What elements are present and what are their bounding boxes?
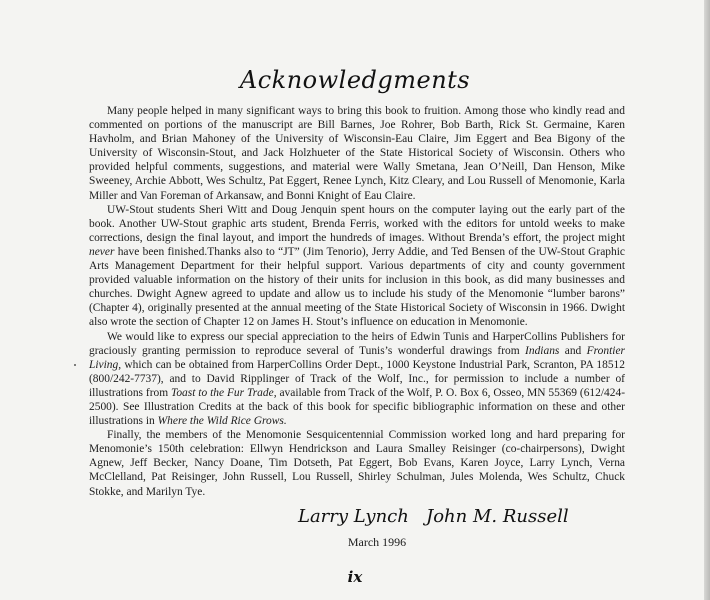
italic-title-text: never [89,245,115,258]
paragraph-1 [89,104,625,203]
paragraph-text: Finally, the members of the Menomonie Sesquicentennial Commission worked long and hard preparing for Menomonie’s 150th celebration: Ellwyn Hendrickson and Laura Smalley Reisinger (co-chairpersons), Dwight Agnew, Jeff Becker, Nancy Doane, Tim Dotseth, Pat Eggert, Bob Evans, Karen Joyce, Larry Lynch, Verna McClelland, Pat Reisinger, John Russell, Lou Russell, Shirley Schulman, Jules Molenda, Wes Schultz, Chuck Stokke, and Marilyn Tye. [89,429,625,498]
italic-title-text: Frontier Living, [89,344,626,371]
italic-title-text: Where the Wild Rice Grows. [157,415,287,428]
paragraph-text: We would like to express our special appreciation to the heirs of Edwin Tunis and HarperCollins Publishers for graciously granting permission to reproduce several of Tunis’s wonderful drawings from [89,330,625,357]
paragraph-text: UW-Stout students Sheri Witt and Doug Jenquin spent hours on the computer laying out the early part of the book. Another UW-Stout graphic arts student, Brenda Ferris, worked with the editors for untold weeks to make corrections, design the final layout, and import the hundreds of images. Without Brenda’s effort, the project might [89,203,625,244]
paragraph-text: and [559,344,587,357]
italic-title-text: Indians [525,344,560,357]
paragraph-text: available from Track of the Wolf, P. O. Box 6, Osseo, MN 55369 (612/424-2500). See Illustration Credits at the back of this book for specific bibliographic information on these and other illustrations in [89,386,625,428]
signature-larry-lynch: Larry Lynch [298,506,409,527]
signature-date: March 1996 [347,535,407,549]
signature-john-russell: John M. Russell [426,506,569,527]
acknowledgments-body [89,104,625,499]
margin-speck [74,364,76,366]
page-title: Acknowledgments [239,66,471,94]
paragraph-text: have been finished.Thanks also to “JT” (Jim Tenorio), Jerry Addie, and Ted Bensen of the UW-Stout Graphic Arts Management Department for their helpful support. Various departments of city and county government provided valuable information on the history of their units for inclusion in this book, as did many businesses and churches. Dwight Agnew agreed to update and allow us to include his study of the Menomonie “lumber barons” (Chapter 4), originally presented at the annual meeting of the State Historical Society of Wisconsin in 1966. Dwight also wrote the section of Chapter 12 on James H. Stout’s influence on education in Menomonie. [89,245,625,329]
paragraph-3 [89,330,625,429]
paragraph-4 [89,428,625,498]
paragraph-text: Many people helped in many significant ways to bring this book to fruition. Among those who kindly read and commented on portions of the manuscript are Bill Barnes, Joe Rohrer, Bob Barth, Rick St. Germaine, Karen Havholm, and Brian Mahoney of the University of Wisconsin-Eau Claire, Jim Eggert and Bea Bigony of the University of Wisconsin-Stout, and Jack Holzhueter of the State Historical Society of Wisconsin. Others who provided helpful comments, suggestions, and material were Wally Smetana, Jean O’Neill, Dan Henson, Mike Sweeney, Archie Abbott, Wes Schultz, Pat Eggert, Renee Lynch, Kitz Cleary, and Lou Russell of Menomonie, Karla Miller and Van Foreman of Arkansaw, and Bonni Knight of Eau Claire. [89,105,625,202]
paragraph-text: which can be obtained from HarperCollins Order Dept., 1000 Keystone Industrial Park, Scranton, PA 18512 (800/242-7737), and to David Ripplinger of Track of the Wolf, Inc., for permission to include a number of illustrations from [89,358,625,399]
paragraph-2 [89,203,625,330]
page-number: ix [347,568,363,586]
italic-title-text: Toast to the Fur Trade, [171,386,277,399]
